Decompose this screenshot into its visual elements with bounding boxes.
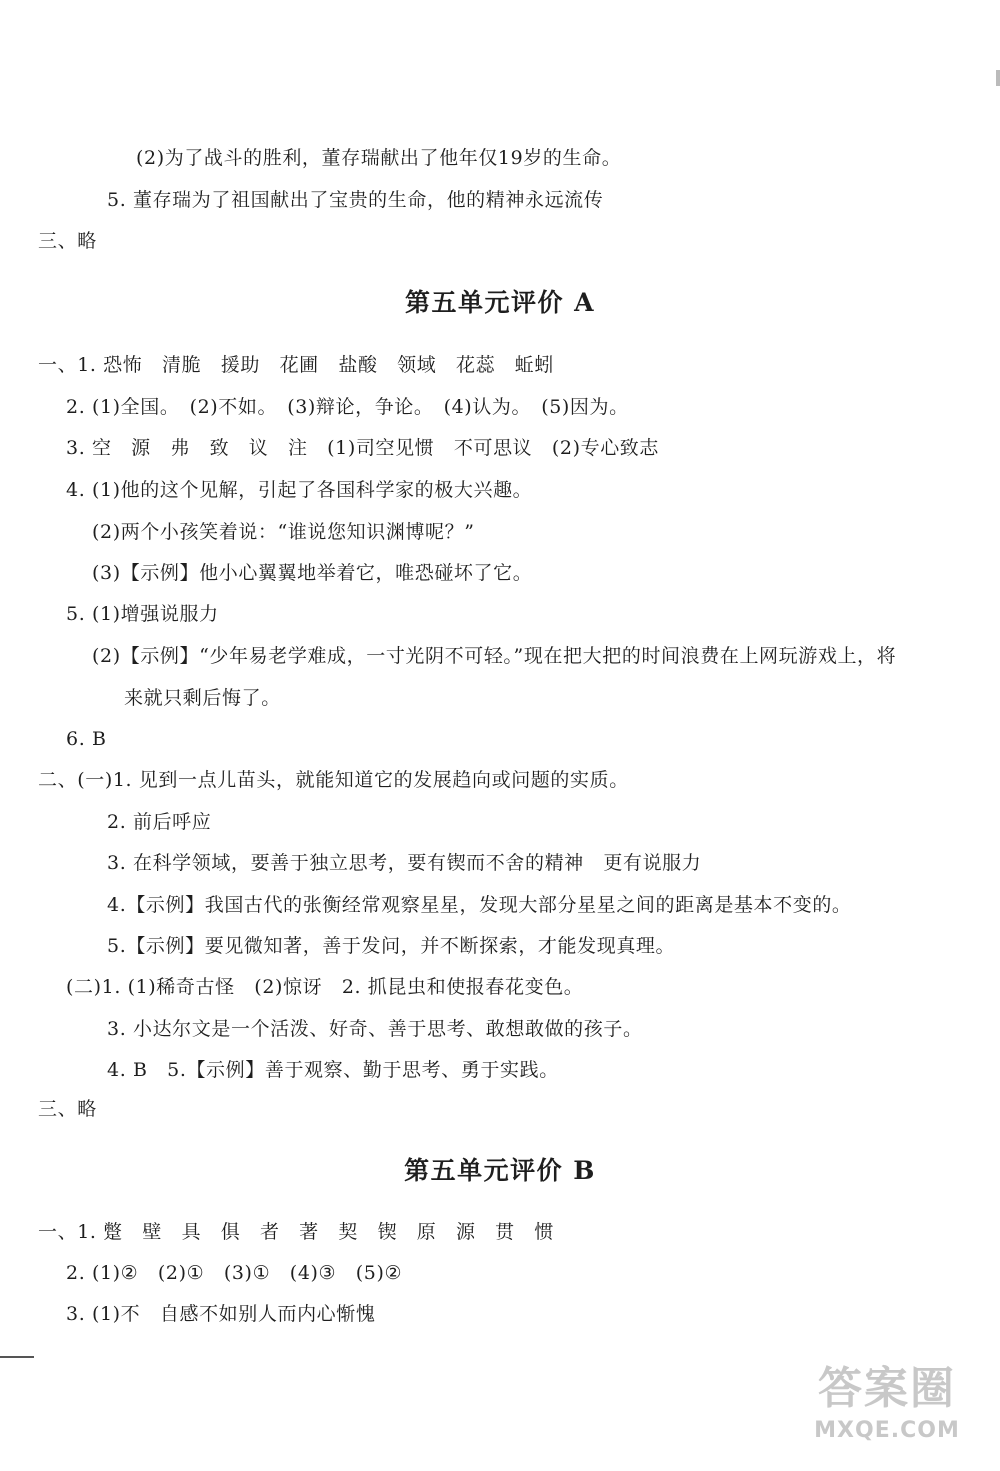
answer-line: (3)【示例】他小心翼翼地举着它，唯恐碰坏了它。 — [92, 562, 533, 584]
unit-heading-b: 第五单元评价 B — [404, 1156, 596, 1185]
answer-line: 3. 空 源 弗 致 议 注 (1)司空见惯 不可思议 (2)专心致志 — [66, 437, 659, 459]
watermark-url: MXQE.COM — [814, 1418, 960, 1443]
answer-line: (二)1. (1)稀奇古怪 (2)惊讶 2. 抓昆虫和使报春花变色。 — [66, 976, 584, 998]
section-three-note: 三、略 — [38, 230, 97, 252]
answer-line: 3. 在科学领域，要善于独立思考，要有锲而不舍的精神 更有说服力 — [107, 852, 702, 874]
answer-line: (2)两个小孩笑着说：“谁说您知识渊博呢？” — [92, 521, 475, 543]
answer-line: 一、1. 恐怖 清脆 援助 花圃 盐酸 领域 花蕊 蚯蚓 — [38, 354, 554, 376]
watermark — [792, 1361, 982, 1457]
section-three-note: 三、略 — [38, 1098, 97, 1120]
unit-heading-a: 第五单元评价 A — [404, 288, 596, 317]
answer-line: 4. (1)他的这个见解，引起了各国科学家的极大兴趣。 — [66, 479, 533, 501]
answer-line: 5. 董存瑞为了祖国献出了宝贵的生命，他的精神永远流传 — [107, 189, 604, 211]
answer-line: (2)为了战斗的胜利，董存瑞献出了他年仅19岁的生命。 — [136, 147, 622, 169]
answer-line: 2. (1)全国。 (2)不如。 (3)辩论，争论。 (4)认为。 (5)因为。 — [66, 396, 629, 418]
page-edge-mark — [0, 1356, 34, 1358]
answer-line: 二、(一)1. 见到一点儿苗头，就能知道它的发展趋向或问题的实质。 — [38, 769, 629, 791]
scan-speck — [996, 70, 1000, 86]
answer-line: 4.【示例】我国古代的张衡经常观察星星，发现大部分星星之间的距离是基本不变的。 — [107, 894, 852, 916]
answer-line: 5. (1)增强说服力 — [66, 603, 219, 625]
answer-line: 5.【示例】要见微知著，善于发问，并不断探索，才能发现真理。 — [107, 935, 676, 957]
answer-line: 2. (1)② (2)① (3)① (4)③ (5)② — [66, 1262, 403, 1284]
answer-line: (2)【示例】“少年易老学难成，一寸光阴不可轻。”现在把大把的时间浪费在上网玩游戏上，将 — [92, 645, 897, 667]
answer-line: 来就只剩后悔了。 — [124, 687, 281, 709]
answer-line: 3. (1)不 自感不如别人而内心惭愧 — [66, 1303, 376, 1325]
watermark-logo-text: 答案圈 — [818, 1363, 956, 1414]
answer-line: 2. 前后呼应 — [107, 811, 212, 833]
answer-line: 一、1. 蹩 壁 具 俱 者 著 契 锲 原 源 贯 惯 — [38, 1221, 554, 1243]
answer-line: 4. B 5.【示例】善于观察、勤于思考、勇于实践。 — [107, 1059, 559, 1081]
answer-line: 6. B — [66, 728, 107, 750]
answer-line: 3. 小达尔文是一个活泼、好奇、善于思考、敢想敢做的孩子。 — [107, 1018, 643, 1040]
